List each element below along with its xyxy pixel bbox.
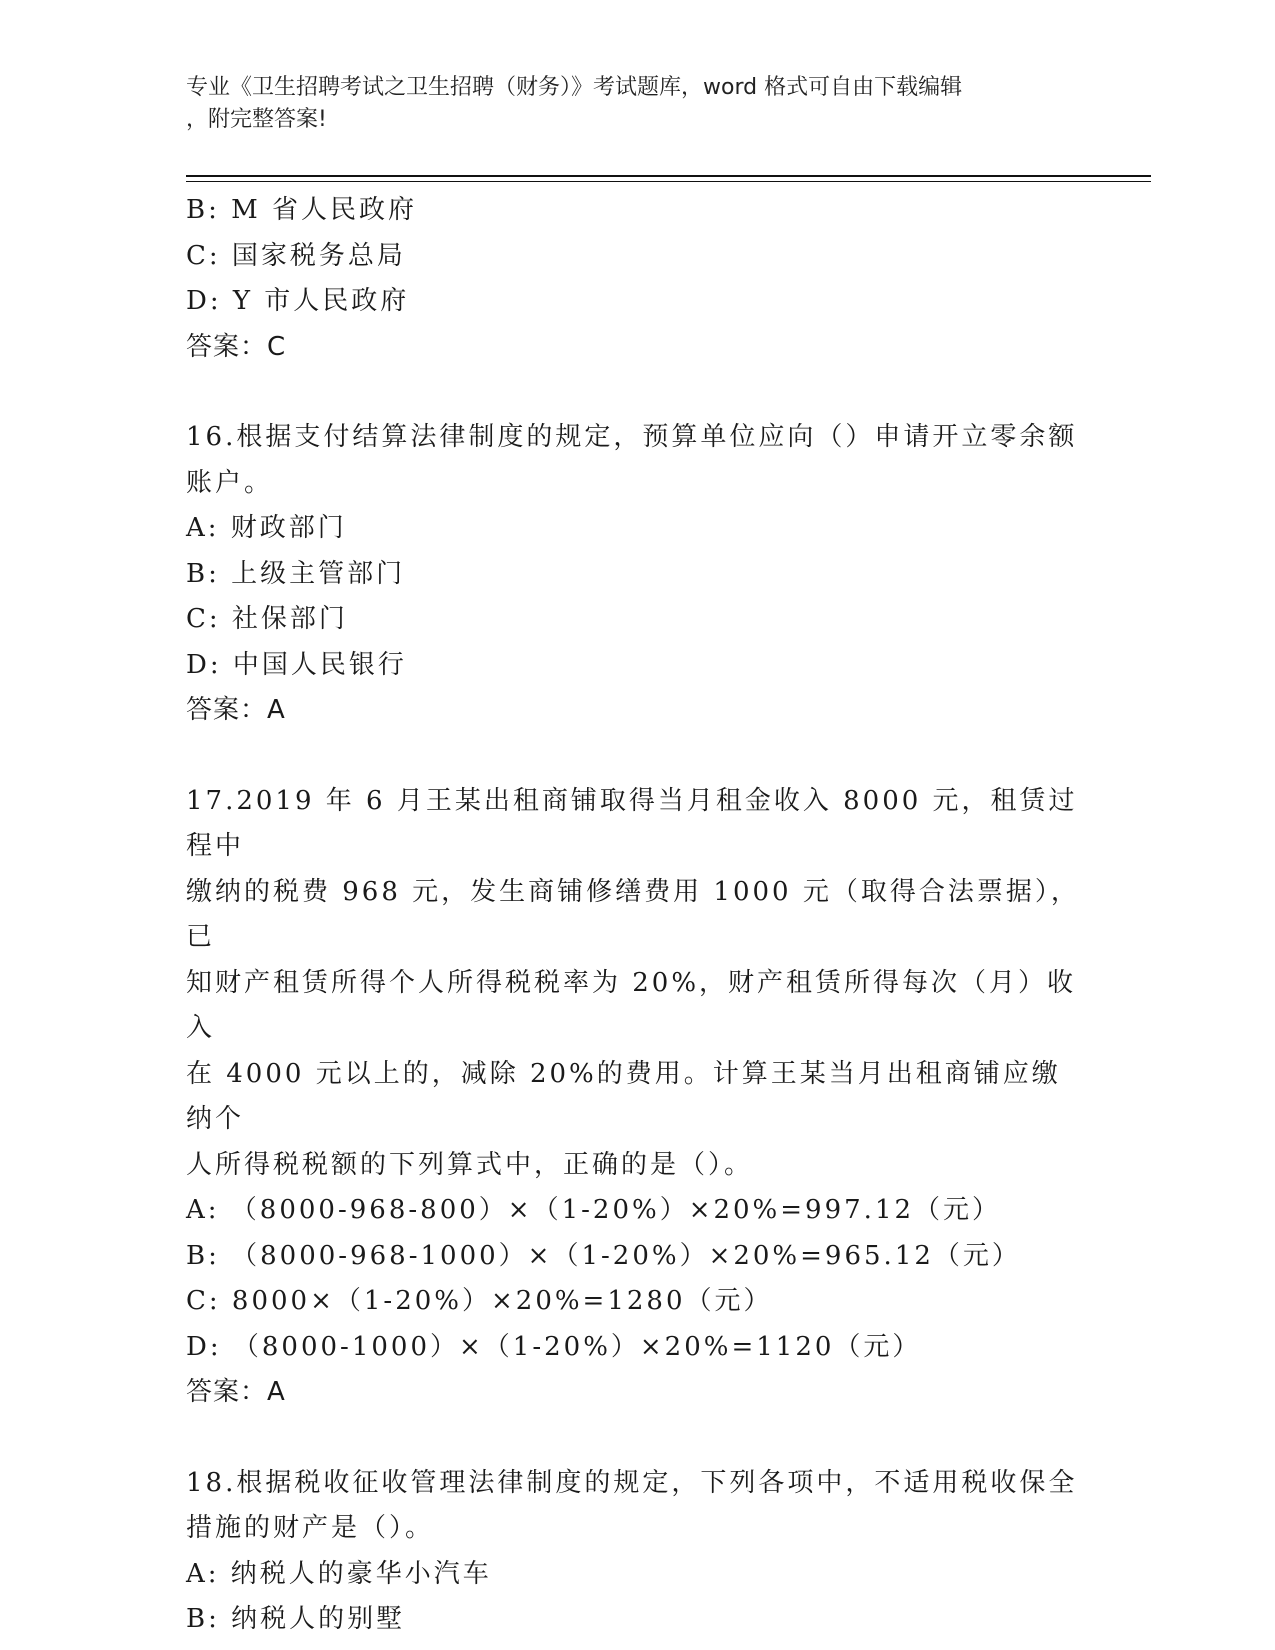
option-b: B: 纳税人的别墅: [186, 1604, 406, 1634]
header-line-1: 专业《卫生招聘考试之卫生招聘（财务）》考试题库，word 格式可自由下载编辑: [186, 75, 963, 100]
question-stem: 17.2019 年 6 月王某出租商铺取得当月租金收入 8000 元，租赁过程中: [186, 785, 1078, 861]
answer-label: 答案：A: [186, 695, 286, 725]
question-stem: 16.根据支付结算法律制度的规定，预算单位应向（）申请开立零余额: [186, 422, 1078, 452]
question-stem: 缴纳的税费 968 元，发生商铺修缮费用 1000 元（取得合法票据），已: [186, 876, 1080, 952]
option-b: B: （8000-968-1000）×（1-20%）×20%=965.12（元）: [186, 1240, 1021, 1271]
header-line-2: ，附完整答案!: [186, 107, 327, 132]
question-stem: 18.根据税收征收管理法律制度的规定，下列各项中，不适用税收保全: [186, 1467, 1078, 1498]
option-c: C: 国家税务总局: [186, 240, 406, 271]
question-stem: 措施的财产是（）。: [186, 1513, 435, 1543]
question-stem: 人所得税税额的下列算式中，正确的是（）。: [186, 1149, 754, 1180]
document-body: [186, 188, 1086, 1643]
header-rule-thick: [186, 175, 1151, 177]
option-c: C: 8000×（1-20%）×20%=1280（元）: [186, 1286, 773, 1316]
option-d: D: （8000-1000）×（1-20%）×20%=1120（元）: [186, 1331, 922, 1362]
question-17: [186, 779, 1086, 1416]
option-c: C: 社保部门: [186, 604, 348, 634]
question-16: [186, 415, 1086, 734]
header-rule-thin: [186, 181, 1151, 182]
question-stem: 账户。: [186, 467, 274, 498]
question-15-tail: [186, 188, 1086, 370]
question-stem: 在 4000 元以上的，减除 20%的费用。计算王某当月出租商铺应缴纳个: [186, 1058, 1061, 1134]
question-stem: 知财产租赁所得个人所得税税率为 20%，财产租赁所得每次（月）收入: [186, 967, 1077, 1043]
option-a: A: （8000-968-800）×（1-20%）×20%=997.12（元）: [186, 1195, 1002, 1225]
option-b: B: M 省人民政府: [186, 195, 418, 225]
question-18: [186, 1461, 1086, 1643]
page-header: [186, 72, 1066, 136]
option-b: B: 上级主管部门: [186, 558, 406, 589]
option-a: A: 财政部门: [186, 513, 347, 543]
answer-label: 答案：A: [186, 1377, 286, 1407]
answer-label: 答案：C: [186, 331, 287, 362]
option-d: D: 中国人民银行: [186, 649, 407, 680]
option-d: D: Y 市人民政府: [186, 286, 410, 316]
option-a: A: 纳税人的豪华小汽车: [186, 1558, 492, 1589]
